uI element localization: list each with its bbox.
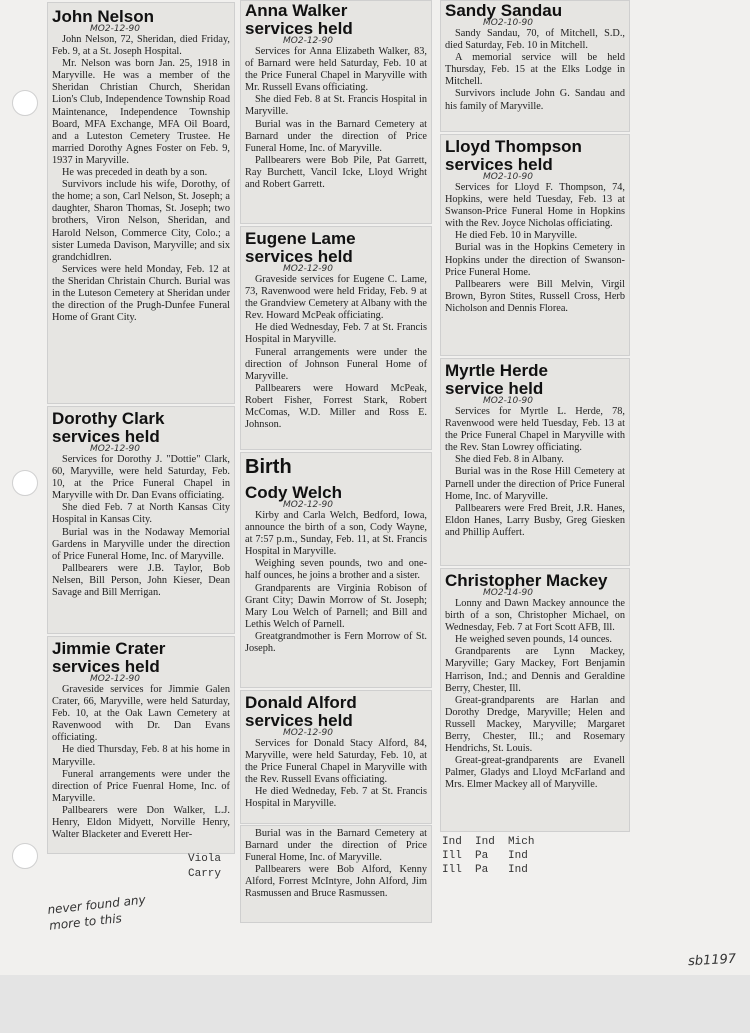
obituary-body: Graveside services for Jimmie Galen Crater, 66, Maryville, were held Saturday, Feb. 10, at the Oak Lawn Cemetery at Ravenwood with Dr. Dan Evans officiating. He died Thursday, Feb. 8 at his home in Maryville. Funeral arrangements were under the direction of Price Fuenral Home, Inc. of Maryville. Pallbearers were Don Walker, L.J. Henry, Eldon Midyett, Norville Henry, Walter Blacketer and Everett Her-: [52, 684, 230, 841]
birth-body: Kirby and Carla Welch, Bedford, Iowa, announce the birth of a son, Cody Wayne, at 7:57 p.m., Sunday, Feb. 11, at St. Francis Hospital in Maryville. Weighing seven pounds, two and one-half ounces, he joins a brother and a sister. Grandparents are Virginia Robison of Grant City; Dawin Morrow of St. Joseph; Mary Lou Welch of Parnell; and Bill and Lethis Welch of Parnell. Greatgrandmother is Fern Morrow of St. Joseph.: [245, 510, 427, 655]
handwritten-date: MO2-10-90: [483, 18, 533, 28]
obituary-heading: Myrtle Herde service held: [445, 361, 548, 398]
obituary-body: Sandy Sandau, 70, of Mitchell, S.D., died Saturday, Feb. 10 in Mitchell. A memorial service will be held Thursday, Feb. 15 at the Elks Lodge in Mitchell. Survivors include John G. Sandau and his family of Maryville.: [445, 28, 625, 112]
obituary-body: John Nelson, 72, Sheridan, died Friday, Feb. 9, at a St. Joseph Hospital. Mr. Nelson was born Jan. 25, 1918 in Maryville. He was a member of the Sheridan Christian Church, Sheridan Lion's Club, Independence Township Road Maintenance, Independence Township Board, MFA Exchange, MFA Oil Board, and a Luteston Cemetery Trustee. He married Dorothy Agnes Foster on Feb. 9, 1937 in Maryville. He was preceded in death by a son. Survivors include his wife, Dorothy, of the home; a son, Carl Nelson, St. Joseph; a daughter, Sharon Thomas, St. Joseph; two brothers, Viron Nelson, Sheridan, and Harold Nelson, Commerce City, Colo.; a sister Lumeda Davison, Maryville; and six grandchidlren. Services were held Monday, Feb. 12 at the Sheridan Christain Church. Burial was in the Luteson Cemetery at Sheridan under the direction of the Prugh-Dunfee Funeral Home of Grant City.: [52, 34, 230, 324]
obituary-heading: Lloyd Thompson services held: [445, 137, 582, 174]
handwritten-date: MO2-10-90: [483, 172, 533, 182]
handwritten-date: MO2-12-90: [283, 264, 333, 274]
fragment-states-row-3: Ill Pa Ind: [442, 864, 528, 876]
handwritten-date: MO2-12-90: [90, 24, 140, 34]
obituary-dorothy-clark: [47, 406, 235, 634]
binder-hole-middle: [12, 470, 38, 496]
obituary-body: Burial was in the Barnard Cemetery at Barnard under the direction of Price Funeral Home, Inc. of Maryville. Pallbearers were Bob Alford, Kenny Alford, Forrest McIntyre, John Alford, Jim Rasmussen and Bruce Rasmussen.: [245, 828, 427, 900]
handwritten-date: MO2-12-90: [90, 674, 140, 684]
birth-heading: Christopher Mackey: [445, 571, 608, 590]
obituary-body: Services for Myrtle L. Herde, 78, Ravenwood were held Tuesday, Feb. 13 at the Price Funeral Chapel in Maryville with the Rev. Stan Lowrey officiating. She died Feb. 8 in Albany. Burial was in the Rose Hill Cemetery at Parnell under the direction of Price Funeral Home, Inc. of Maryville. Pallbearers were Fred Breit, J.R. Hanes, Eldon Hanes, Larry Busby, Greg Giesken and Phillip Auffert.: [445, 406, 625, 538]
fragment-viola: Viola: [188, 853, 222, 865]
birth-body: Lonny and Dawn Mackey announce the birth of a son, Christopher Michael, on Wednesday, Feb. 7 at Fort Scott AFB, Ill. He weighed seven pounds, 14 ounces. Grandparents are Lynn Mackey, Maryville; Gary Mackey, Fort Benjamin Harrison, Ind.; and Dennis and Geraldine Berry, Chester, Ill. Great-grandparents are Harlan and Dorothy Dredge, Maryville; Helen and Russell Mackey, Maryville; Margaret Berry, Chester, Ill.; and Rosemary Hendrichs, St. Louis. Great-great-grandparents are Evanell Palmer, Gladys and Lloyd McFarland and Mrs. Elmer Mackey all of Maryville.: [445, 598, 625, 791]
obituary-john-nelson: [47, 2, 235, 404]
fragment-states-row-2: Ill Pa Ind: [442, 850, 528, 862]
handwritten-page-tag: sb1197: [687, 951, 737, 970]
birth-cody-welch: [240, 452, 432, 688]
obituary-sandy-sandau: [440, 0, 630, 132]
obituary-heading: John Nelson: [52, 7, 155, 26]
handwritten-date: MO2-12-90: [283, 36, 333, 46]
fragment-carry: Carry: [188, 868, 222, 880]
page-bottom-edge: [0, 975, 750, 1033]
obituary-body: Services for Lloyd F. Thompson, 74, Hopkins, were held Tuesday, Feb. 13 at Swanson-Price Funeral Home in Hopkins with the Rev. Joyce Nicholas officiating. He died Feb. 10 in Maryville. Burial was in the Hopkins Cemetery in Hopkins under the direction of Swanson-Price Funeral Home. Pallbearers were Bill Melvin, Virgil Brown, Byron Stites, Russell Cross, Herb Nicholson and Dennis Florea.: [445, 182, 625, 314]
handwritten-date: MO2-12-90: [283, 728, 333, 738]
obituary-body: Services for Donald Stacy Alford, 84, Maryville, were held Saturday, Feb. 10, at the Price Funeral Chapel in Maryville with the Rev. Russell Evans officiating. He died Wedneday, Feb. 7 at St. Francis Hospital in Maryville.: [245, 738, 427, 810]
obituary-anna-walker: [240, 0, 432, 224]
obituary-donald-alford: [240, 690, 432, 824]
obituary-heading: Dorothy Clark services held: [52, 409, 165, 446]
binder-hole-bottom: [12, 843, 38, 869]
handwritten-date: MO2-14-90: [483, 588, 533, 598]
obituary-lloyd-thompson: [440, 134, 630, 356]
handwritten-note: never found any more to this: [46, 892, 147, 933]
obituary-body: Services for Dorothy J. "Dottie" Clark, 60, Maryville, were held Saturday, Feb. 10, at the Price Funeral Chapel in Maryville with Dr. Dan Evans officiating. She died Feb. 7 at North Kansas City Hospital in Kansas City. Burial was in the Nodaway Memorial Gardens in Maryville under the direction of Price Funeral Home, Inc. of Maryville. Pallbearers were J.B. Taylor, Bob Nelsen, Bill Person, John Kieser, Dean Savage and Bill Merrigan.: [52, 454, 230, 599]
obituary-heading: Donald Alford services held: [245, 693, 357, 730]
obituary-heading: Sandy Sandau: [445, 1, 563, 20]
obituary-eugene-lame: [240, 226, 432, 450]
fragment-states-row-1: Ind Ind Mich: [442, 836, 535, 848]
birth-christopher-mackey: [440, 568, 630, 832]
birth-heading: Cody Welch: [245, 483, 342, 502]
obituary-body: Services for Anna Elizabeth Walker, 83, of Barnard were held Saturday, Feb. 10 at the Price Funeral Chapel in Maryville with Mr. Russell Evans officiating. She died Feb. 8 at St. Francis Hospital in Maryville. Burial was in the Barnard Cemetery at Barnard under the direction of Price Funeral Home, Inc. of Maryville. Pallbearers were Bob Pile, Pat Garrett, Ray Burchett, Vancil Icke, Lloyd Wright and Robert Garrett.: [245, 46, 427, 191]
obituary-jimmie-crater: [47, 636, 235, 854]
handwritten-date: MO2-12-90: [90, 444, 140, 454]
obituary-donald-alford-continued: [240, 825, 432, 923]
obituary-body: Graveside services for Eugene C. Lame, 73, Ravenwood were held Friday, Feb. 9 at the Grandview Cemetery at Albany with the Rev. Howard McPeak officiating. He died Wednesday, Feb. 7 at St. Francis Hospital in Maryville. Funeral arrangements were under the direction of Johnson Funeral Home of Maryville. Pallbearers were Howard McPeak, Robert Fisher, Forrest Stark, Robert McComas, W.D. Miller and Ross E. Johnson.: [245, 274, 427, 431]
section-heading-birth: Birth: [245, 456, 292, 478]
obituary-heading: Jimmie Crater services held: [52, 639, 166, 676]
obituary-heading: Eugene Lame services held: [245, 229, 356, 266]
obituary-myrtle-herde: [440, 358, 630, 566]
handwritten-date: MO2-10-90: [483, 396, 533, 406]
obituary-heading: Anna Walker services held: [245, 1, 353, 38]
binder-hole-top: [12, 90, 38, 116]
handwritten-date: MO2-12-90: [283, 500, 333, 510]
